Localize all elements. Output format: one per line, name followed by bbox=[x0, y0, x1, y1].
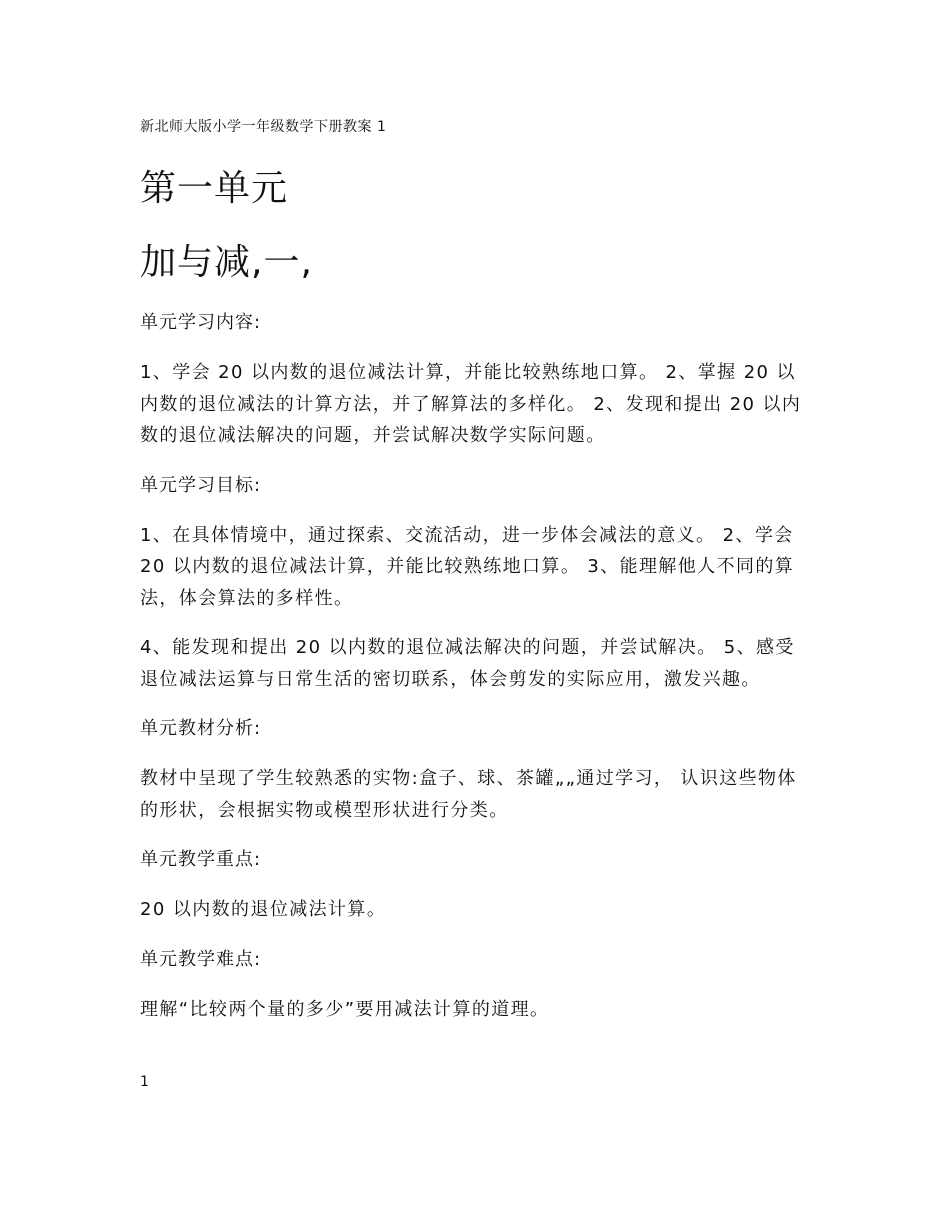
topic-heading: 加与减,一, bbox=[140, 242, 313, 283]
paragraph-goals-1: 1、在具体情境中，通过探索、交流活动，进一步体会减法的意义。 2、学会 20 以内数的退位减法计算，并能比较熟练地口算。 3、能理解他人不同的算法，体会算法的多样性。 bbox=[140, 524, 795, 609]
section-label-goals: 单元学习目标: bbox=[140, 474, 262, 496]
paragraph-goals-2: 4、能发现和提出 20 以内数的退位减法解决的问题，并尝试解决。 5、感受退位减法运算与日常生活的密切联系，体会剪发的实际应用，激发兴趣。 bbox=[140, 637, 795, 690]
section-label-analysis: 单元教材分析: bbox=[140, 718, 262, 739]
section-label-content: 单元学习内容: bbox=[140, 312, 262, 333]
page-number: 1 bbox=[140, 1074, 149, 1090]
section-label-key-points: 单元教学重点: bbox=[140, 849, 262, 870]
page-content bbox=[140, 117, 812, 1025]
section-label-difficulties: 单元教学难点: bbox=[140, 948, 262, 970]
paragraph-difficulties: 理解“比较两个量的多少”要用减法计算的道理。 bbox=[140, 998, 550, 1020]
unit-heading: 第一单元 bbox=[140, 168, 289, 209]
paragraph-content: 1、学会 20 以内数的退位减法计算，并能比较熟练地口算。 2、掌握 20 以内数的退位减法的计算方法，并了解算法的多样化。 2、发现和提出 20 以内数的退位减法解决的问题，并尝试解决数学实际问题。 bbox=[140, 362, 802, 446]
document-title: 新北师大版小学一年级数学下册教案 1 bbox=[140, 119, 387, 135]
paragraph-key-points: 20 以内数的退位减法计算。 bbox=[140, 899, 387, 920]
paragraph-analysis: 教材中呈现了学生较熟悉的实物:盒子、球、茶罐„„通过学习， 认识这些物体的形状，会根据实物或模型形状进行分类。 bbox=[140, 768, 797, 821]
